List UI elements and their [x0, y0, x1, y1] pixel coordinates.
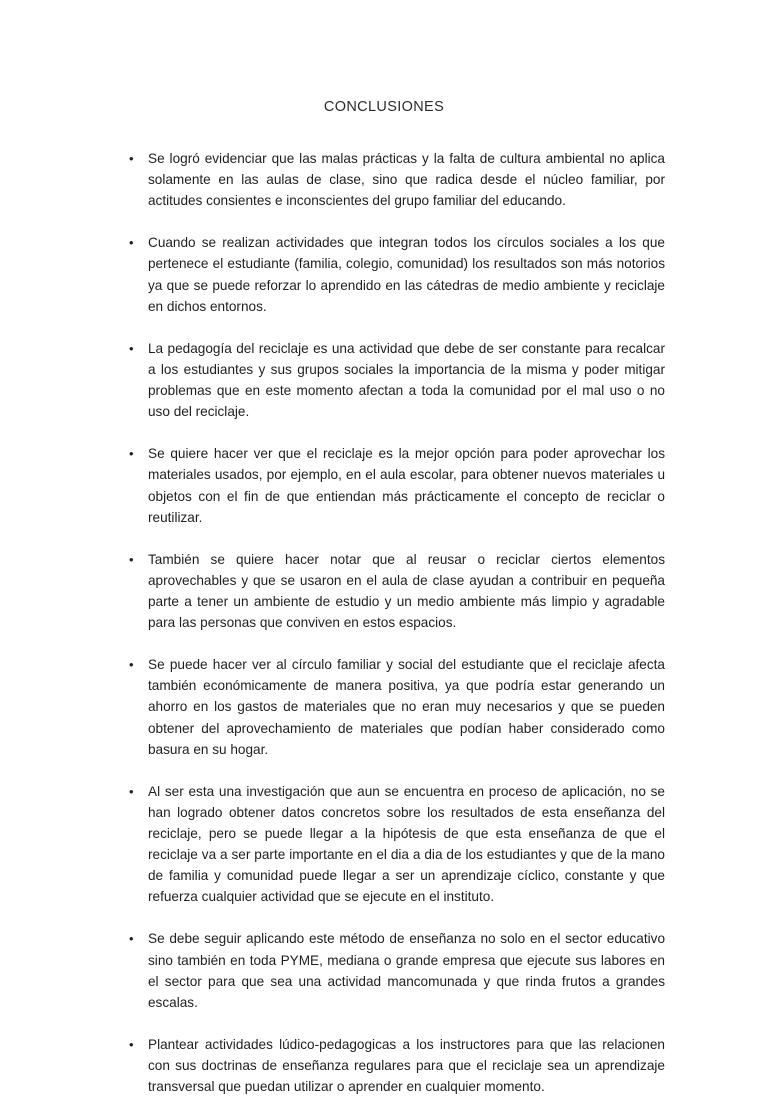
bullet-icon: • — [129, 551, 134, 567]
conclusions-list — [128, 148, 665, 1118]
list-item — [128, 928, 665, 1033]
list-item-text: También se quiere hacer notar que al reusar o reciclar ciertos elementos aprovechables y que se usaron en el aula de clase ayudan a contribuir en pequeña parte a tener un ambiente de estudio y un medio ambiente más limpio y agradable para las personas que conviven en estos espacios. — [148, 551, 665, 631]
list-item-text: Se quiere hacer ver que el reciclaje es la mejor opción para poder aprovechar los materiales usados, por ejemplo, en el aula escolar, para obtener nuevos materiales u objetos con el fin de que entiendan más prácticamente el concepto de reciclar o reutilizar. — [148, 446, 665, 525]
bullet-icon: • — [129, 235, 134, 251]
list-item — [128, 338, 665, 443]
list-item — [128, 443, 665, 548]
bullet-icon: • — [129, 340, 134, 356]
list-item — [128, 1034, 665, 1118]
bullet-icon: • — [129, 446, 134, 462]
list-item-text: Al ser esta una investigación que aun se encuentra en proceso de aplicación, no se han logrado obtener datos concretos sobre los resultados de esta enseñanza del reciclaje, pero se puede llegar a la hipótesis de que esta enseñanza de que el reciclaje va a ser parte importante en el dia a dia de los estudiantes y que de la mano de familia y comunidad puede llegar a ser un aprendizaje cíclico, constante y que refuerza cualquier actividad que se ejecute en el instituto. — [148, 783, 665, 905]
bullet-icon: • — [129, 151, 134, 166]
list-item-text: Plantear actividades lúdico-pedagogicas a los instructores para que las relacionen con sus doctrinas de enseñanza regulares para que el reciclaje sea un aprendizaje transversal que puedan utilizar o aprender en cualquier momento. — [148, 1036, 665, 1095]
list-item-text: Cuando se realizan actividades que integran todos los círculos sociales a los que pertenece el estudiante (familia, colegio, comunidad) los resultados son más notorios ya que se puede reforzar lo aprendido en las cátedras de medio ambiente y reciclaje en dichos entornos. — [148, 235, 665, 314]
bullet-icon: • — [129, 783, 134, 799]
list-item — [128, 549, 665, 654]
bullet-icon: • — [129, 657, 134, 673]
list-item-text: Se logró evidenciar que las malas prácticas y la falta de cultura ambiental no aplica solamente en las aulas de clase, sino que radica desde el núcleo familiar, por actitudes consientes e inconscientes del grupo familiar del educando. — [148, 151, 665, 209]
list-item-text: Se debe seguir aplicando este método de enseñanza no solo en el sector educativo sino también en toda PYME, mediana o grande empresa que ejecute sus labores en el sector para que sea una actividad mancomunada y que rinda frutos a grandes escalas. — [148, 931, 665, 1010]
list-item — [128, 781, 665, 929]
bullet-icon: • — [129, 1036, 134, 1052]
list-item — [128, 232, 665, 337]
list-item — [128, 148, 665, 232]
page-title: CONCLUSIONES — [323, 98, 445, 115]
list-item — [128, 654, 665, 781]
bullet-icon: • — [129, 931, 134, 947]
list-item-text: Se puede hacer ver al círculo familiar y social del estudiante que el reciclaje afecta también económicamente de manera positiva, ya que podría estar generando un ahorro en los gastos de materiales que no eran muy necesarios y que se pueden obtener del aprovechamiento de materiales que podían haber considerado como basura en su hogar. — [148, 657, 665, 757]
list-item-text: La pedagogía del reciclaje es una actividad que debe de ser constante para recalcar a los estudiantes y sus grupos sociales la importancia de la misma y poder mitigar problemas que en este momento afectan a toda la comunidad por el mal uso o no uso del reciclaje. — [148, 340, 665, 420]
